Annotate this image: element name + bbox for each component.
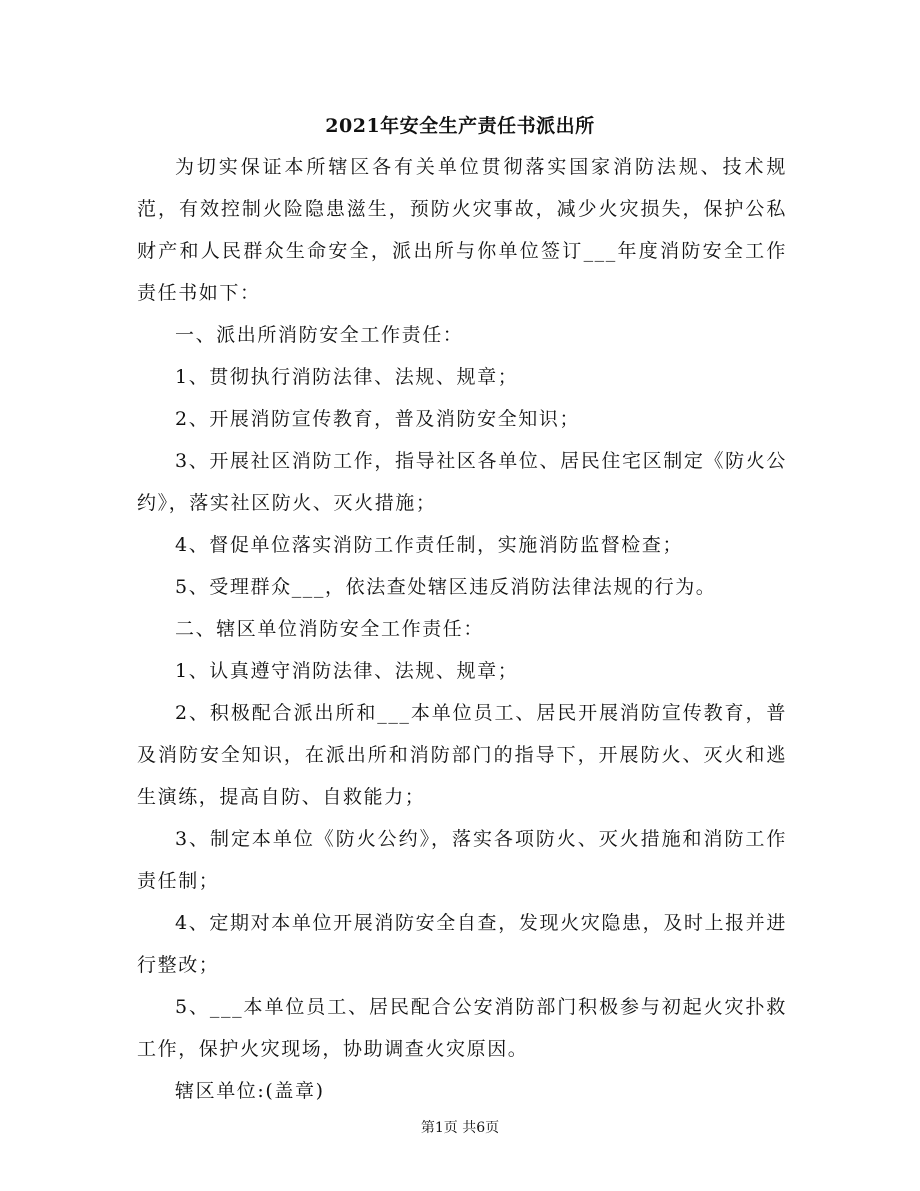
section-heading-units: 二、辖区单位消防安全工作责任： <box>175 618 485 640</box>
list-item: 4、定期对本单位开展消防安全自查，发现火灾隐患，及时上报并进行整改； <box>137 912 787 976</box>
page-indicator: 第1页 共6页 <box>420 1120 500 1136</box>
list-item: 3、制定本单位《防火公约》，落实各项防火、灭火措施和消防工作责任制； <box>137 828 787 892</box>
document-body <box>137 146 787 1112</box>
list-item: 5、受理群众___，依法查处辖区违反消防法律法规的行为。 <box>175 576 717 598</box>
list-item: 2、开展消防宣传教育，普及消防安全知识； <box>175 408 581 430</box>
paragraph-intro: 为切实保证本所辖区各有关单位贯彻落实国家消防法规、技术规范，有效控制火险隐患滋生，预防火灾事故，减少火灾损失，保护公私财产和人民群众生命安全，派出所与你单位签订___年度消防安全工作责任书如下： <box>137 156 787 304</box>
list-item: 4、督促单位落实消防工作责任制，实施消防监督检查； <box>175 534 684 556</box>
signature-line: 辖区单位:(盖章) <box>175 1080 325 1102</box>
list-item: 5、___本单位员工、居民配合公安消防部门积极参与初起火灾扑救工作，保护火灾现场，协助调查火灾原因。 <box>137 996 787 1060</box>
section-heading-police-station: 一、派出所消防安全工作责任： <box>175 324 464 346</box>
document-title: 2021年安全生产责任书派出所 <box>325 115 595 137</box>
list-item: 2、积极配合派出所和___本单位员工、居民开展消防宣传教育，普及消防安全知识，在派出所和消防部门的指导下，开展防火、灭火和逃生演练，提高自防、自救能力； <box>137 702 787 808</box>
list-item: 1、贯彻执行消防法律、法规、规章； <box>175 366 519 388</box>
list-item: 1、认真遵守消防法律、法规、规章； <box>175 660 519 682</box>
list-item: 3、开展社区消防工作，指导社区各单位、居民住宅区制定《防火公约》，落实社区防火、灭火措施； <box>137 450 787 514</box>
